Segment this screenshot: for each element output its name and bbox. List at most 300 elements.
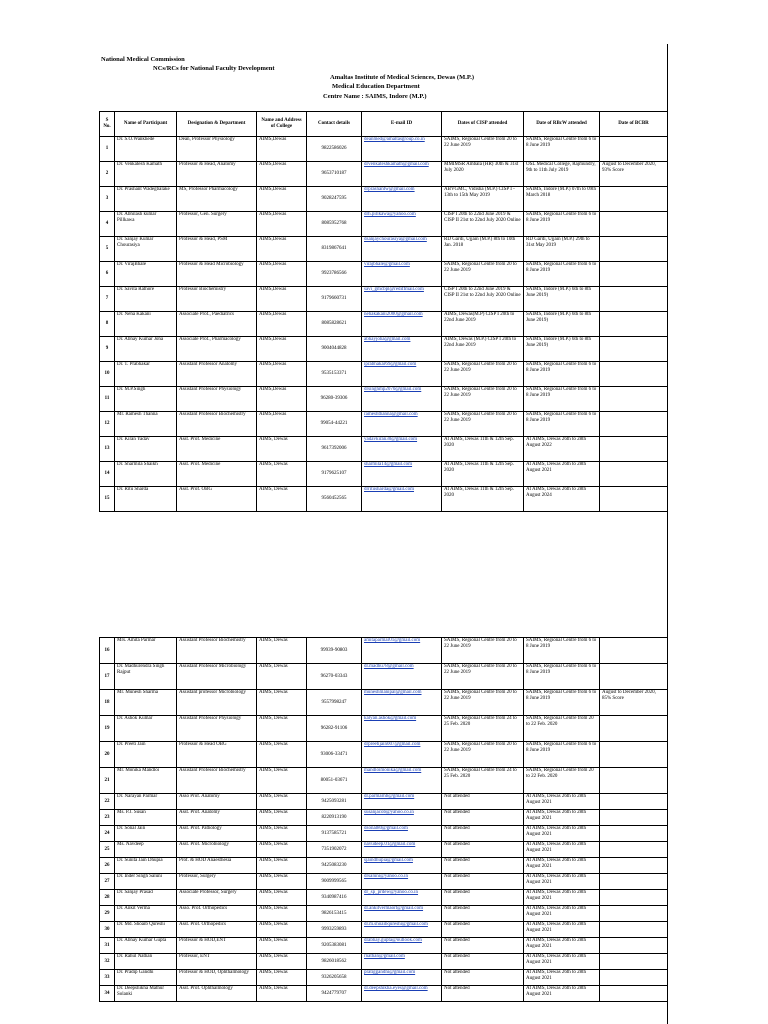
bcbr-date-cell <box>600 462 668 487</box>
email-cell: drvenkateshkamath@gmail.com <box>362 162 442 187</box>
college-cell: AIMS,Dewas <box>257 362 307 387</box>
contact-cell: 9340987416 <box>307 890 362 906</box>
table-row <box>100 794 668 810</box>
serial-number: 21 <box>100 768 115 794</box>
table-row <box>100 874 668 890</box>
serial-number: 1 <box>100 137 115 162</box>
contact-cell: 9009999565 <box>307 874 362 890</box>
participant-name-cell: Dr. Sunita Jain Dhupia <box>115 858 177 874</box>
rbcw-date-cell: At AIMS, Dewas 26th to 28th August 2021 <box>524 986 600 1002</box>
college-cell: AIMS, Dewas <box>257 810 307 826</box>
participant-name-cell: Dr. Deepshikha Mathur Solanki <box>115 986 177 1002</box>
bcbr-date-cell <box>600 890 668 906</box>
college-cell: AIMS, Dewas <box>257 437 307 462</box>
serial-number: 18 <box>100 690 115 716</box>
bcbr-date-cell <box>600 716 668 742</box>
rbcw-date-cell: At AIMS, Dewas 26th to 28th August 2021 <box>524 462 600 487</box>
rbcw-date-cell: At AIMS, Dewas 26th to 28th August 2022 <box>524 437 600 462</box>
participant-name-cell: Dr. VirajBhale <box>115 262 177 287</box>
bcbr-date-cell <box>600 387 668 412</box>
serial-number: 27 <box>100 874 115 890</box>
contact-cell: 9205383081 <box>307 938 362 954</box>
serial-number: 25 <box>100 842 115 858</box>
designation-cell: Assistant Professor Biochemistry <box>177 768 257 794</box>
serial-number: 8 <box>100 312 115 337</box>
serial-number: 4 <box>100 212 115 237</box>
college-cell: AIMS, Dewas <box>257 716 307 742</box>
contact-cell: 9326205658 <box>307 970 362 986</box>
email-cell: dr.parmarnb@gmail.com <box>362 794 442 810</box>
table-row <box>100 742 668 768</box>
college-cell: AIMS, Dewas <box>257 954 307 970</box>
cisp-date-cell: SAIMS, Regional Centre from 20 to 22 June 2019 <box>442 262 524 287</box>
rbcw-date-cell: At AIMS, Dewas 26th to 28th August 2021 <box>524 874 600 890</box>
participant-name-cell: Dr. Abhilash kumar Pillkawa <box>115 212 177 237</box>
bcbr-date-cell <box>600 986 668 1002</box>
bcbr-date-cell <box>600 742 668 768</box>
table-row <box>100 387 668 412</box>
bcbr-date-cell <box>600 262 668 287</box>
email-cell: susanjacob@yahoo.co.in <box>362 810 442 826</box>
col-header: Dates of CISP attended <box>442 112 524 137</box>
participant-name-cell: Dr. Abhay Kumar Joha <box>115 337 177 362</box>
designation-cell: Assistant Professor Anatomy <box>177 362 257 387</box>
designation-cell: Asst. Prof. Ophthalmology <box>177 986 257 1002</box>
cisp-date-cell: SAIMS, Regional Centre from 24 to 25 Feb. 2020 <box>442 768 524 794</box>
contact-cell: 96280-39306 <box>307 387 362 412</box>
email-cell: dr_sp_prdew@yahoo.co.in <box>362 890 442 906</box>
rbcw-date-cell: At AIMS, Dewas 26th to 28th August 2024 <box>524 487 600 512</box>
cisp-date-cell: SAIMS, Regional Centre from 20 to 22 June 2019 <box>442 137 524 162</box>
designation-cell: Assistant Professor Biochemistry <box>177 638 257 664</box>
cisp-date-cell: AIMS, Dewas(M.P) CISP I 20th to 22nd June 2019 <box>442 312 524 337</box>
designation-cell: Professor Biochemistry <box>177 287 257 312</box>
table-row <box>100 842 668 858</box>
email-cell: dr.ankitvermaort@gmail.com <box>362 906 442 922</box>
cisp-date-cell: Not attended <box>442 858 524 874</box>
designation-cell: Assistant Professor Physiology <box>177 716 257 742</box>
participant-name-cell: Dr. Pradip Gandhi <box>115 970 177 986</box>
designation-cell: Associate Prof., Pharmacology <box>177 337 257 362</box>
designation-cell: Associate Prof., Paediatrics <box>177 312 257 337</box>
cisp-date-cell: SAIMS, Regional Centre from 20 to 22 June 2019 <box>442 690 524 716</box>
designation-cell: Asst. Prof. Pathology <box>177 826 257 842</box>
table-row <box>100 986 668 1002</box>
rbcw-date-cell: SAIMS, Indore (M.P.) 6th to 8th June 2019) <box>524 337 600 362</box>
bcbr-date-cell <box>600 237 668 262</box>
college-cell: AIMS,Dewas <box>257 137 307 162</box>
rbcw-date-cell: SAIMS, Regional Centre from 20 to 22 Feb. 2020 <box>524 716 600 742</box>
rbcw-date-cell: SAIMS, Indore (M.P.) 6th to 8th June 2019) <box>524 312 600 337</box>
table-row <box>100 212 668 237</box>
contact-cell: 9028247595 <box>307 187 362 212</box>
participant-name-cell: Dr. Savita Rathore <box>115 287 177 312</box>
serial-number: 15 <box>100 487 115 512</box>
participants-table-1 <box>99 111 668 512</box>
email-cell: dr.madhu78@gmail.com <box>362 664 442 690</box>
header-centre: Centre Name : SAIMS, Indore (M.P.) <box>323 93 427 100</box>
participant-name-cell: Dr. Kiran Yadav <box>115 437 177 462</box>
rbcw-date-cell: SAIMS, Regional Centre from 20 to 22 Feb. 2020 <box>524 768 600 794</box>
participant-name-cell: Mr. Munesh Sharma <box>115 690 177 716</box>
contact-cell: 9993259893 <box>307 922 362 938</box>
table-row <box>100 922 668 938</box>
table-row <box>100 810 668 826</box>
table-body-2 <box>100 638 668 1002</box>
cisp-date-cell: SAIMS, Regional Centre from 20 to 22 June 2019 <box>442 412 524 437</box>
table-row <box>100 664 668 690</box>
cisp-date-cell: Not attended <box>442 938 524 954</box>
participants-table-2 <box>99 637 668 1002</box>
table-body-1 <box>100 137 668 512</box>
serial-number: 11 <box>100 387 115 412</box>
contact-cell: 93006-33471 <box>307 742 362 768</box>
contact-cell: 9004044828 <box>307 337 362 362</box>
bcbr-date-cell: August to December 2020, 85% Score <box>600 690 668 716</box>
designation-cell: Assistant Professor Biochemistry <box>177 412 257 437</box>
cisp-date-cell: Not attended <box>442 810 524 826</box>
col-header: Date of RBcW attended <box>524 112 600 137</box>
designation-cell: Professor, Gen. Surgery <box>177 212 257 237</box>
email-cell: drh.pillkawa@yahoo.com <box>362 212 442 237</box>
email-cell: drsaluni@yahoo.co.in <box>362 874 442 890</box>
email-cell: iprabhakar69@gmail.com <box>362 362 442 387</box>
table-row <box>100 690 668 716</box>
participant-name-cell: Dr. Preeti Jain <box>115 742 177 768</box>
rbcw-date-cell: At AIMS, Dewas 26th to 28th August 2021 <box>524 842 600 858</box>
header-department: Medical Education Department <box>332 83 420 90</box>
participant-name-cell: Ms. Navdeep <box>115 842 177 858</box>
rbcw-date-cell: At AIMS, Dewas 26th to 28th August 2021 <box>524 826 600 842</box>
bcbr-date-cell <box>600 810 668 826</box>
contact-cell: 9425083230 <box>307 858 362 874</box>
bcbr-date-cell <box>600 287 668 312</box>
contact-cell: 9179660731 <box>307 287 362 312</box>
email-cell: rnathan@gmail.com <box>362 954 442 970</box>
email-cell: yadavkiran30@gmail.com <box>362 437 442 462</box>
rbcw-date-cell: SAIMS, Regional Centre from 6 to 8 June 2019 <box>524 362 600 387</box>
contact-cell: 7351902072 <box>307 842 362 858</box>
serial-number: 34 <box>100 986 115 1002</box>
contact-cell: 9424779707 <box>307 986 362 1002</box>
table-row <box>100 412 668 437</box>
table-row <box>100 768 668 794</box>
table-row <box>100 237 668 262</box>
contact-cell: 8319867641 <box>307 237 362 262</box>
col-header: Designation & Department <box>177 112 257 137</box>
col-header: Contact details <box>307 112 362 137</box>
bcbr-date-cell <box>600 487 668 512</box>
serial-number: 33 <box>100 970 115 986</box>
contact-cell: 9137585721 <box>307 826 362 842</box>
designation-cell: Prof. & HOD Anaesthesia <box>177 858 257 874</box>
bcbr-date-cell: August to December 2020, 93% Score <box>600 162 668 187</box>
rbcw-date-cell: SAIMS, Indore (M.P.) 07th to 09th March 2018 <box>524 187 600 212</box>
serial-number: 3 <box>100 187 115 212</box>
table-row <box>100 262 668 287</box>
rbcw-date-cell: SAIMS, Regional Centre from 6 to 8 June 2019 <box>524 742 600 768</box>
rbcw-date-cell: SAIMS, Regional Centre from 6 to 8 June 2019 <box>524 638 600 664</box>
participant-name-cell: Dr. Inder Singh Saluni <box>115 874 177 890</box>
designation-cell: Assistant Professor Microbiology <box>177 664 257 690</box>
bcbr-date-cell <box>600 362 668 387</box>
college-cell: AIMS, Dewas <box>257 794 307 810</box>
contact-cell: 9653710187 <box>307 162 362 187</box>
bcbr-date-cell <box>600 954 668 970</box>
email-cell: virajbhale@gmail.com <box>362 262 442 287</box>
table-row <box>100 487 668 512</box>
bcbr-date-cell <box>600 337 668 362</box>
table-row <box>100 312 668 337</box>
college-cell: AIMS,Dewas <box>257 237 307 262</box>
cisp-date-cell: SAIMS, Regional Centre from 20 to 22 June 2019 <box>442 664 524 690</box>
designation-cell: Asst. Prof. Orthopedics <box>177 922 257 938</box>
college-cell: AIMS, Dewas <box>257 768 307 794</box>
email-cell: deanmed@amaltasgroup.co.in <box>362 137 442 162</box>
bcbr-date-cell <box>600 842 668 858</box>
cisp-date-cell: ABVGMC, Vidisha (M.P.) CISP I - 13th to 15th May 2019 <box>442 187 524 212</box>
college-cell: AIMS,Dewas <box>257 162 307 187</box>
designation-cell: Dean, Professor Physiology <box>177 137 257 162</box>
serial-number: 12 <box>100 412 115 437</box>
designation-cell: Asst. Prof. Anatomy <box>177 810 257 826</box>
bcbr-date-cell <box>600 826 668 842</box>
contact-cell: 8085952768 <box>307 212 362 237</box>
contact-cell: 9826018562 <box>307 954 362 970</box>
designation-cell: Asst. Prof. Medicine <box>177 437 257 462</box>
participant-name-cell: Dr. M.P.Singh <box>115 387 177 412</box>
college-cell: AIMS, Dewas <box>257 986 307 1002</box>
designation-cell: Associate Professor, Surgery <box>177 890 257 906</box>
email-cell: drabhay.gupta@outlook.com <box>362 938 442 954</box>
table-row <box>100 437 668 462</box>
bcbr-date-cell <box>600 768 668 794</box>
designation-cell: Professor & HOD, Ophthalmology <box>177 970 257 986</box>
rbcw-date-cell: RD Gardi, Ujjain (M.P.) 29th to 31st May 2019 <box>524 237 600 262</box>
cisp-date-cell: MMIMSR Ambala (HR) 30th & 31st July 2020 <box>442 162 524 187</box>
contact-cell: 99054-44221 <box>307 412 362 437</box>
email-cell: drritusharda@gmail.com <box>362 487 442 512</box>
college-cell: AIMS,Dewas <box>257 187 307 212</box>
college-cell: AIMS, Dewas <box>257 487 307 512</box>
participant-name-cell: Dr. Rahul Nathan <box>115 954 177 970</box>
table-row <box>100 337 668 362</box>
table-row <box>100 187 668 212</box>
contact-cell: 8085828621 <box>307 312 362 337</box>
cisp-date-cell: SAIMS, Regional Centre from 24 to 25 Feb. 2020 <box>442 716 524 742</box>
serial-number: 5 <box>100 237 115 262</box>
college-cell: AIMS,Dewas <box>257 312 307 337</box>
rbcw-date-cell: SAIMS, Regional Centre from 6 to 8 June 2019 <box>524 137 600 162</box>
col-header: Name of Participant <box>115 112 177 137</box>
serial-number: 14 <box>100 462 115 487</box>
college-cell: AIMS,Dewas <box>257 387 307 412</box>
contact-cell: 9923786566 <box>307 262 362 287</box>
serial-number: 23 <box>100 810 115 826</box>
rbcw-date-cell: At AIMS, Dewas 26th to 28th August 2021 <box>524 922 600 938</box>
college-cell: AIMS, Dewas <box>257 638 307 664</box>
bcbr-date-cell <box>600 312 668 337</box>
serial-number: 13 <box>100 437 115 462</box>
contact-cell: 8220913190 <box>307 810 362 826</box>
participant-name-cell: Dr. Sharmila Shaikh <box>115 462 177 487</box>
contact-cell: 96282-91106 <box>307 716 362 742</box>
col-header: Name and Address of College <box>257 112 307 137</box>
college-cell: AIMS, Dewas <box>257 664 307 690</box>
participant-name-cell: Dr. Ritu Sharda <box>115 487 177 512</box>
serial-number: 10 <box>100 362 115 387</box>
contact-cell: 9179625107 <box>307 462 362 487</box>
designation-cell: Asso. Prof. Orthopedics <box>177 906 257 922</box>
email-cell: drprashantw@gmail.com <box>362 187 442 212</box>
bcbr-date-cell <box>600 664 668 690</box>
email-cell: dr.deepshikha.eyes@gmail.com <box>362 986 442 1002</box>
college-cell: AIMS, Dewas <box>257 690 307 716</box>
table-row <box>100 638 668 664</box>
serial-number: 24 <box>100 826 115 842</box>
serial-number: 32 <box>100 954 115 970</box>
table-row <box>100 826 668 842</box>
cisp-date-cell: SAIMS, Regional Centre from 20 to 22 June 2019 <box>442 742 524 768</box>
college-cell: AIMS, Dewas <box>257 462 307 487</box>
designation-cell: Asst. Prof. OBG <box>177 487 257 512</box>
participant-name-cell: Dr. Ankit Verma <box>115 906 177 922</box>
designation-cell: Assistant Professor Physiology <box>177 387 257 412</box>
participant-name-cell: Ms. P.J. Susan <box>115 810 177 826</box>
header-ncs: NCs/RCs for National Faculty Development <box>153 65 275 72</box>
rbcw-date-cell: At AIMS, Dewas 26th to 28th August 2021 <box>524 954 600 970</box>
cisp-date-cell: Not attended <box>442 890 524 906</box>
participant-name-cell: Dr. Madhurendra Singh Rajput <box>115 664 177 690</box>
cisp-date-cell: Not attended <box>442 826 524 842</box>
cisp-date-cell: RD Gardi, Ujjain (M.P.) 8th to 10th Jan. 2018 <box>442 237 524 262</box>
cisp-date-cell: Not attended <box>442 922 524 938</box>
participant-name-cell: Dr. Prashant Wadegbalake <box>115 187 177 212</box>
rbcw-date-cell: At AIMS, Dewas 26th to 28th August 2021 <box>524 794 600 810</box>
contact-cell: 9822586026 <box>307 137 362 162</box>
college-cell: AIMS, Dewas <box>257 938 307 954</box>
cisp-date-cell: SAIMS, Regional Centre from 20 to 22 June 2019 <box>442 362 524 387</box>
participant-name-cell: Dr. Sanjay Prasad <box>115 890 177 906</box>
bcbr-date-cell <box>600 638 668 664</box>
contact-cell: 80051-03671 <box>307 768 362 794</box>
cisp-date-cell: Not attended <box>442 906 524 922</box>
email-cell: dr.m.shoaibqureshi@gmail.com <box>362 922 442 938</box>
rbcw-date-cell: SAIMS, Regional Centre from 6 to 8 June 2019 <box>524 262 600 287</box>
participant-name-cell: Mr. Monika Mandloi <box>115 768 177 794</box>
rbcw-date-cell: At AIMS, Dewas 26th to 28th August 2021 <box>524 970 600 986</box>
bcbr-date-cell <box>600 412 668 437</box>
participant-name-cell: Dr. Sanjay Kumar Chourasiya <box>115 237 177 262</box>
cisp-date-cell: SAIMS, Regional Centre from 20 to 22 June 2019 <box>442 638 524 664</box>
rbcw-date-cell: SAIMS, Indore (M.P.) 6th to 8th June 2019) <box>524 287 600 312</box>
serial-number: 30 <box>100 922 115 938</box>
designation-cell: MS, Professor Pharmacology <box>177 187 257 212</box>
rbcw-date-cell: OSL Medical College, Rajmundry, 9th to 11th July 2019 <box>524 162 600 187</box>
bcbr-date-cell <box>600 212 668 237</box>
participant-name-cell: Dr. Ashok Kumar <box>115 716 177 742</box>
serial-number: 17 <box>100 664 115 690</box>
serial-number: 20 <box>100 742 115 768</box>
email-cell: dsanjaychourasiya@gmail.com <box>362 237 442 262</box>
college-cell: AIMS, Dewas <box>257 874 307 890</box>
participant-name-cell: Mrs. Amita Parmar <box>115 638 177 664</box>
participant-name-cell: Dr. Abhay Kumar Gupta <box>115 938 177 954</box>
college-cell: AIMS,Dewas <box>257 262 307 287</box>
email-cell: amitaparmar01@gmail.com <box>362 638 442 664</box>
bcbr-date-cell <box>600 922 668 938</box>
email-cell: mandloimonika@gmail.com <box>362 768 442 794</box>
cisp-date-cell: CISP I 20th to 22nd June 2019 & CISP II 21st to 22nd July 2020 Online <box>442 212 524 237</box>
cisp-date-cell: Not attended <box>442 874 524 890</box>
designation-cell: Professor & Head Microbiology <box>177 262 257 287</box>
participant-name-cell: Dr. T. Prabhakar <box>115 362 177 387</box>
college-cell: AIMS, Dewas <box>257 742 307 768</box>
email-cell: pratiggandhi@gmail.com <box>362 970 442 986</box>
college-cell: AIMS, Dewas <box>257 970 307 986</box>
designation-cell: Asst. Prof. Medicine <box>177 462 257 487</box>
cisp-date-cell: At AIMS, Dewas 11th & 12th Sep. 2020 <box>442 462 524 487</box>
serial-number: 31 <box>100 938 115 954</box>
bcbr-date-cell <box>600 187 668 212</box>
cisp-date-cell: At AIMS, Dewas 11th & 12th Sep. 2020 <box>442 437 524 462</box>
email-cell: savi_gmcbpl@rediffmail.com <box>362 287 442 312</box>
contact-cell: 9560452565 <box>307 487 362 512</box>
table-row <box>100 938 668 954</box>
participant-name-cell: Dr. Sonal Jain <box>115 826 177 842</box>
cisp-date-cell: At AIMS, Dewas 11th & 12th Sep. 2020 <box>442 487 524 512</box>
college-cell: AIMS,Dewas <box>257 287 307 312</box>
email-cell: drsinghmp2070@gmail.com <box>362 387 442 412</box>
bcbr-date-cell <box>600 938 668 954</box>
table-row <box>100 906 668 922</box>
col-header: Date of BCBR <box>600 112 668 137</box>
cisp-date-cell: Not attended <box>442 970 524 986</box>
college-cell: AIMS,Dewas <box>257 212 307 237</box>
cisp-date-cell: Not attended <box>442 954 524 970</box>
contact-cell: 99939-90803 <box>307 638 362 664</box>
college-cell: AIMS,Dewas <box>257 412 307 437</box>
college-cell: AIMS, Dewas <box>257 826 307 842</box>
table-row <box>100 462 668 487</box>
rbcw-date-cell: At AIMS, Dewas 26th to 28th August 2021 <box>524 906 600 922</box>
designation-cell: Professor & Head, PSM <box>177 237 257 262</box>
designation-cell: Professor, Surgery <box>177 874 257 890</box>
bcbr-date-cell <box>600 906 668 922</box>
table-row <box>100 716 668 742</box>
college-cell: AIMS, Dewas <box>257 922 307 938</box>
rbcw-date-cell: SAIMS, Regional Centre from 6 to 8 June 2019 <box>524 212 600 237</box>
serial-number: 7 <box>100 287 115 312</box>
bcbr-date-cell <box>600 858 668 874</box>
college-cell: AIMS, Dewas <box>257 858 307 874</box>
serial-number: 9 <box>100 337 115 362</box>
table-row <box>100 890 668 906</box>
participant-name-cell: Mr. Ramesh Thanna <box>115 412 177 437</box>
email-cell: drpreetijain007@gmail.com <box>362 742 442 768</box>
rbcw-date-cell: At AIMS, Dewas 26th to 28th August 2021 <box>524 890 600 906</box>
col-header: E-mail ID <box>362 112 442 137</box>
designation-cell: Professor, ENT <box>177 954 257 970</box>
bcbr-date-cell <box>600 874 668 890</box>
serial-number: 6 <box>100 262 115 287</box>
participant-name-cell: Dr. Neha Kakani <box>115 312 177 337</box>
cisp-date-cell: Not attended <box>442 842 524 858</box>
table-row <box>100 362 668 387</box>
college-cell: AIMS,Dewas <box>257 337 307 362</box>
designation-cell: Assistant professor Microbiology <box>177 690 257 716</box>
serial-number: 28 <box>100 890 115 906</box>
